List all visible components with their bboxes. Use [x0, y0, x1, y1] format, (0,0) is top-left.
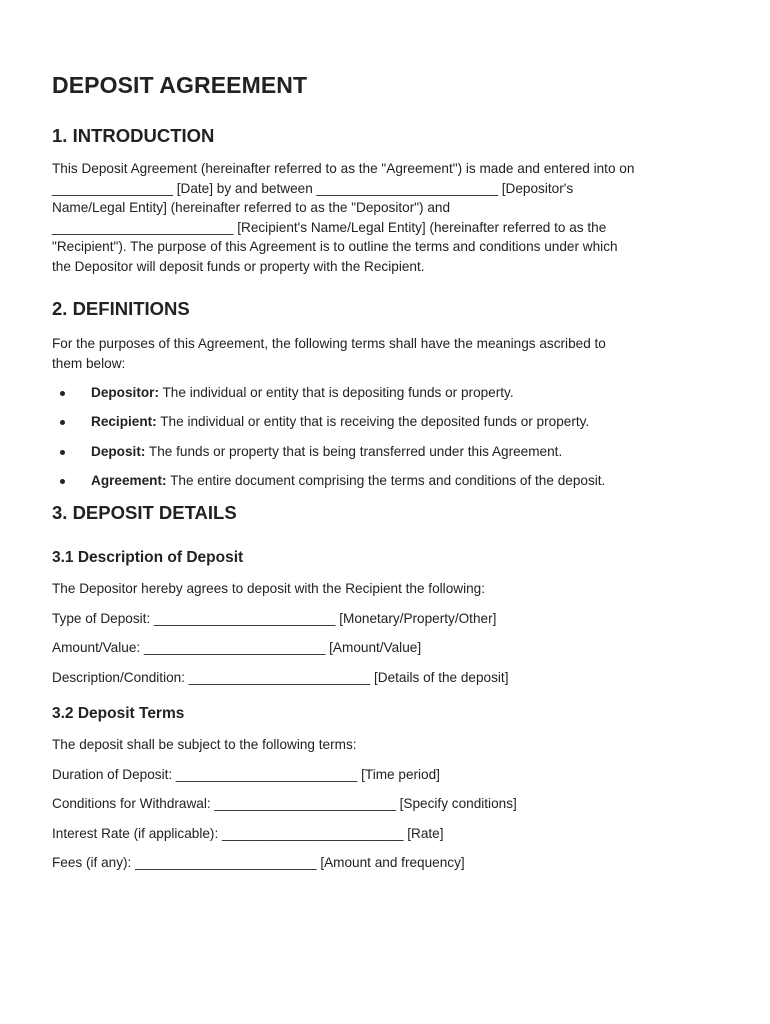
- term-label: Agreement:: [91, 472, 167, 488]
- document-title: DEPOSIT AGREEMENT: [52, 72, 308, 98]
- definitions-list: [52, 383, 732, 490]
- subsection-heading-deposit-terms: 3.2 Deposit Terms: [52, 705, 185, 723]
- description-intro: The Depositor hereby agrees to deposit with the Recipient the following:: [52, 581, 485, 597]
- term-label: Depositor:: [91, 385, 159, 400]
- paragraph-line: Name/Legal Entity] (hereinafter referred to as the "Depositor") and: [52, 200, 451, 215]
- definitions-intro: [52, 334, 732, 373]
- subsection-heading-description: 3.1 Description of Deposit: [52, 549, 244, 567]
- paragraph-line: "Recipient"). The purpose of this Agreement is to outline the terms and conditions under which: [52, 239, 618, 254]
- list-item: [52, 383, 732, 403]
- paragraph-line: For the purposes of this Agreement, the following terms shall have the meanings ascribed to: [52, 336, 606, 351]
- list-item: [52, 412, 732, 432]
- list-item: [52, 442, 732, 462]
- field-description-condition: Description/Condition: ________________________ [Details of the deposit]: [52, 669, 509, 685]
- term-definition: The individual or entity that is receiving the deposited funds or property.: [156, 414, 590, 430]
- paragraph-line: ________________________ [Recipient's Name/Legal Entity] (hereinafter referred to as the: [52, 219, 607, 235]
- introduction-paragraph: [52, 159, 732, 276]
- list-item: [52, 471, 732, 491]
- field-interest-rate: Interest Rate (if applicable): ________________________ [Rate]: [52, 825, 444, 841]
- document-body: [52, 72, 732, 873]
- section-heading-definitions: 2. DEFINITIONS: [52, 298, 190, 319]
- bullet-icon: [60, 391, 65, 396]
- field-amount-value: Amount/Value: ________________________ [Amount/Value]: [52, 640, 422, 656]
- field-duration: Duration of Deposit: ________________________ [Time period]: [52, 766, 440, 782]
- paragraph-line: them below:: [52, 355, 126, 371]
- section-heading-deposit-details: 3. DEPOSIT DETAILS: [52, 502, 237, 524]
- deposit-terms-intro: The deposit shall be subject to the following terms:: [52, 737, 357, 753]
- term-definition: The entire document comprising the terms and conditions of the deposit.: [166, 472, 606, 488]
- paragraph-line: This Deposit Agreement (hereinafter referred to as the "Agreement") is made and entered into on: [52, 161, 635, 176]
- field-withdrawal-conditions: Conditions for Withdrawal: ________________________ [Specify conditions]: [52, 796, 517, 812]
- term-definition: The individual or entity that is depositing funds or property.: [158, 385, 514, 400]
- bullet-icon: [60, 479, 65, 484]
- paragraph-line: the Depositor will deposit funds or property with the Recipient.: [52, 258, 425, 274]
- term-label: Recipient:: [91, 414, 157, 430]
- field-fees: Fees (if any): ________________________ [Amount and frequency]: [52, 855, 465, 871]
- section-heading-introduction: 1. INTRODUCTION: [52, 125, 215, 146]
- bullet-icon: [60, 450, 65, 455]
- paragraph-line: ________________ [Date] by and between ________________________ [Depositor's: [52, 180, 574, 196]
- term-label: Deposit:: [91, 443, 146, 459]
- term-definition: The funds or property that is being transferred under this Agreement.: [145, 443, 563, 459]
- bullet-icon: [60, 420, 65, 425]
- field-type-of-deposit: Type of Deposit: ________________________ [Monetary/Property/Other]: [52, 610, 497, 626]
